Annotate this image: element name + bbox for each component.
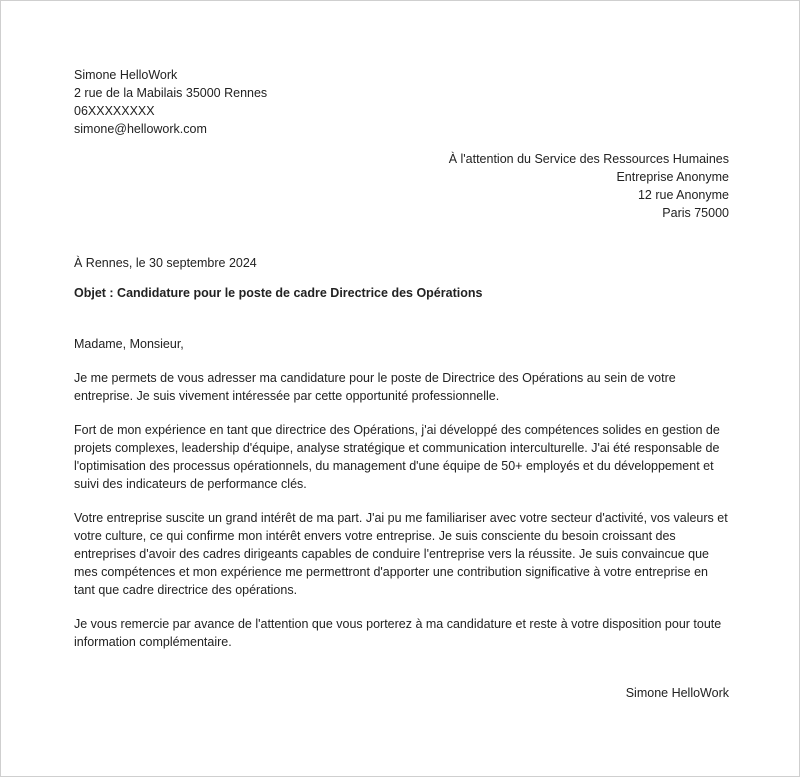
- sender-address: 2 rue de la Mabilais 35000 Rennes: [74, 86, 268, 100]
- letter-subject: Objet : Candidature pour le poste de cadre Directrice des Opérations: [74, 286, 483, 300]
- letter-paragraph-experience: Fort de mon expérience en tant que directrice des Opérations, j'ai développé des compétences solides en gestion de projets complexes, leadership d'équipe, analyse stratégique et communication interculturelle. J'ai été responsable de l'optimisation des processus opérationnels, du management d'une équipe de 50+ employés et du développement et suivi des indicateurs de performance clés.: [74, 423, 720, 491]
- letter-content: [74, 66, 729, 702]
- letter-paragraph-intro: Je me permets de vous adresser ma candidature pour le poste de Directrice des Opérations au sein de votre entreprise. Je suis vivement intéressée par cette opportunité professionnelle.: [74, 371, 676, 403]
- letter-signature: Simone HelloWork: [625, 686, 729, 700]
- recipient-city: Paris 75000: [662, 206, 729, 220]
- letter-paragraph-closing: Je vous remercie par avance de l'attention que vous porterez à ma candidature et reste à votre disposition pour toute information complémentaire.: [74, 617, 722, 649]
- sender-name: Simone HelloWork: [74, 68, 178, 82]
- recipient-block: [74, 150, 729, 222]
- sender-email: simone@hellowork.com: [74, 122, 207, 136]
- letter-paragraph-motivation: Votre entreprise suscite un grand intérêt de ma part. J'ai pu me familiariser avec votre secteur d'activité, vos valeurs et votre culture, ce qui confirme mon intérêt envers votre entreprise. Je suis consciente du besoin croissant des entreprises d'avoir des cadres dirigeants capables de conduire l'entreprise vers la réussite. Je suis convaincue que mes compétences et mon expérience me permettront d'apporter une contribution significative à votre entreprise en tant que cadre directrice des opérations.: [74, 511, 728, 597]
- recipient-company: Entreprise Anonyme: [616, 170, 729, 184]
- letter-date: À Rennes, le 30 septembre 2024: [74, 256, 257, 270]
- recipient-attention: À l'attention du Service des Ressources Humaines: [448, 152, 729, 166]
- sender-phone: 06XXXXXXXX: [74, 104, 155, 118]
- recipient-street: 12 rue Anonyme: [637, 188, 729, 202]
- letter-salutation: Madame, Monsieur,: [74, 337, 184, 351]
- sender-block: [74, 66, 729, 138]
